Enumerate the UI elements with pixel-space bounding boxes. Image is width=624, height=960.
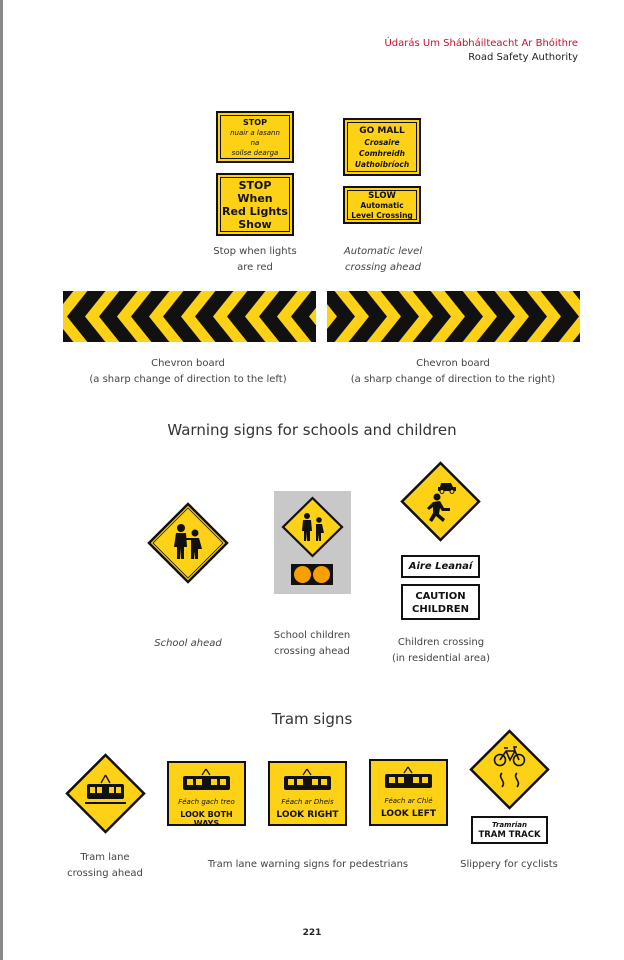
aire-leanai-plate: Aire Leanaí xyxy=(401,555,480,578)
schools-section-title: Warning signs for schools and children xyxy=(167,421,457,439)
header-irish: Údarás Um Shábháilteacht Ar Bhóithre xyxy=(384,38,578,49)
go-mall-line: Crosaire xyxy=(364,138,400,147)
children-crossing-caption: Children crossing (in residential area) xyxy=(391,637,491,664)
page-number: 221 xyxy=(302,928,322,938)
school-children-caption: School children crossing ahead xyxy=(273,630,351,657)
school-ahead-caption: School ahead xyxy=(154,638,222,649)
slow-line: SLOW xyxy=(368,191,396,201)
tram-icon xyxy=(382,766,435,791)
header-english: Road Safety Authority xyxy=(468,52,578,63)
chevron-right-board xyxy=(327,291,580,342)
look-left-sign: Féach ar Chlé LOOK LEFT xyxy=(369,759,448,826)
stop-irish-line: STOP xyxy=(243,118,267,127)
stop-irish-line: soilse dearga xyxy=(231,149,279,157)
amber-light-icon xyxy=(313,566,330,583)
tram-lane-caption: Tram lane crossing ahead xyxy=(67,852,143,879)
school-children-sign xyxy=(277,496,348,558)
go-mall-sign xyxy=(343,118,421,176)
stop-english-line: STOP xyxy=(238,179,272,192)
stop-irish-line: na xyxy=(250,139,260,147)
tram-icon xyxy=(281,768,334,793)
tram-section-title: Tram signs xyxy=(271,710,353,728)
chevron-right-caption: Chevron board (a sharp change of direction to the right) xyxy=(350,358,556,385)
look-right-sign: Féach ar Dheis LOOK RIGHT xyxy=(268,761,347,826)
school-children-sign-panel xyxy=(274,491,351,594)
slow-caption: Automatic level crossing ahead xyxy=(343,246,423,273)
slippery-cyclists-sign xyxy=(469,729,550,810)
pedestrians-caption: Tram lane warning signs for pedestrians xyxy=(207,859,409,870)
stop-irish-line: nuair a lasann xyxy=(230,129,280,137)
school-ahead-sign xyxy=(147,502,229,584)
tram-lane-sign xyxy=(65,753,146,834)
page-edge-bar xyxy=(0,0,3,960)
tram-icon xyxy=(180,768,233,793)
flashing-lights-plate xyxy=(291,564,333,585)
go-mall-line: Uathoibríoch xyxy=(354,160,410,169)
cyclists-caption: Slippery for cyclists xyxy=(460,859,558,870)
stop-english-line: When xyxy=(237,192,273,205)
stop-caption: Stop when lights are red xyxy=(213,246,297,273)
stop-english-sign xyxy=(216,173,294,236)
amber-light-icon xyxy=(294,566,311,583)
go-mall-line: Comhreidh xyxy=(359,149,405,158)
caution-children-plate: CAUTION CHILDREN xyxy=(401,584,480,620)
tram-track-plate: Tramrian TRAM TRACK xyxy=(471,816,548,844)
slow-line: Level Crossing xyxy=(351,210,413,220)
stop-english-line: Red Lights xyxy=(222,205,288,218)
stop-irish-sign xyxy=(216,111,294,163)
chevron-left-caption: Chevron board (a sharp change of direction to the left) xyxy=(89,358,287,385)
slow-level-crossing-sign xyxy=(343,186,421,224)
go-mall-line: GO MALL xyxy=(359,126,405,136)
look-both-ways-sign: Féach gach treo LOOK BOTH WAYS xyxy=(167,761,246,826)
stop-english-line: Show xyxy=(238,218,272,231)
slow-line: Automatic xyxy=(360,201,404,210)
children-crossing-sign xyxy=(400,461,481,542)
chevron-left-board xyxy=(63,291,316,342)
